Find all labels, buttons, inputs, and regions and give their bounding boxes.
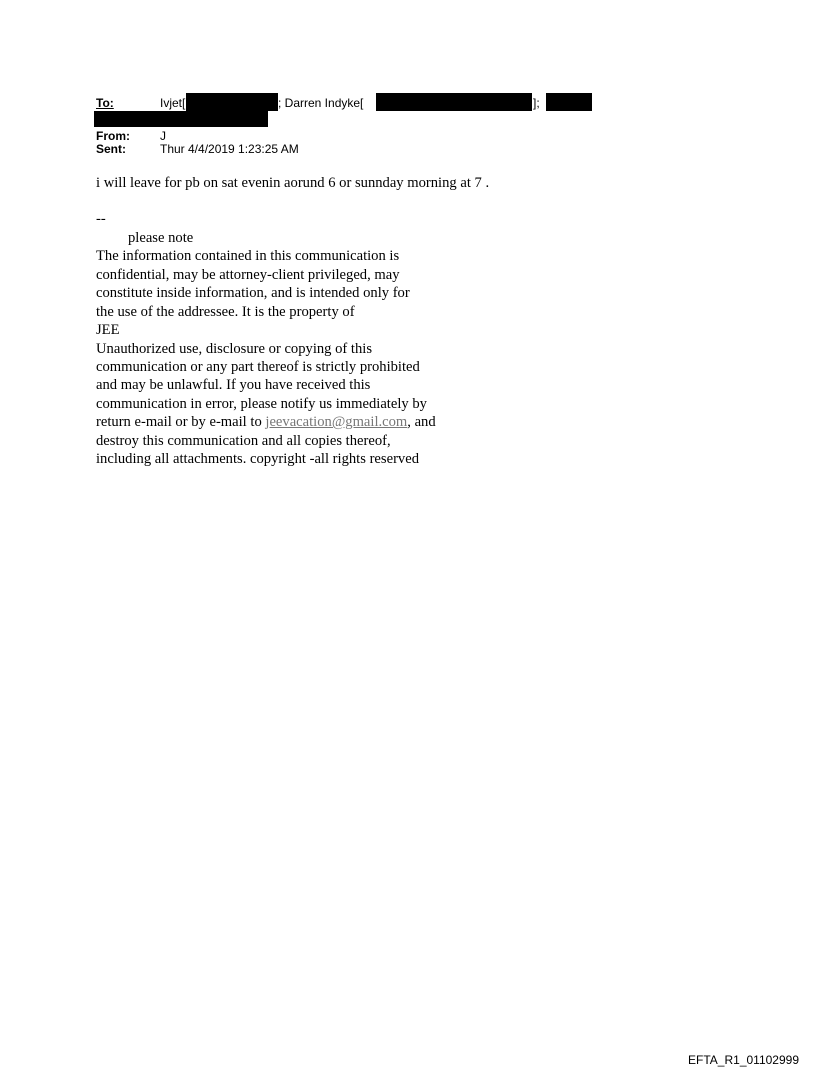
to-recipient-2: ; Darren Indyke[ <box>278 96 364 110</box>
to-separator: ]; <box>533 96 540 110</box>
message-text: i will leave for pb on sat evenin aorund 6 or sunnday morning at 7 . <box>96 175 490 191</box>
disclaimer-line: Unauthorized use, disclosure or copying of this <box>96 341 373 357</box>
redaction-box <box>376 93 532 111</box>
redaction-box <box>186 93 278 111</box>
disclaimer-line: including all attachments. copyright -all rights reserved <box>96 451 419 467</box>
disclaimer-line: communication or any part thereof is strictly prohibited <box>96 359 420 375</box>
from-value: J <box>160 129 166 143</box>
sent-value: Thur 4/4/2019 1:23:25 AM <box>160 142 299 156</box>
disclaimer-line: constitute inside information, and is intended only for <box>96 285 410 301</box>
redaction-box <box>546 93 592 111</box>
from-label: From: <box>96 129 130 143</box>
email-link[interactable]: jeevacation@gmail.com <box>265 414 408 430</box>
document-id: EFTA_R1_01102999 <box>688 1053 799 1067</box>
disclaimer-line: The information contained in this communication is <box>96 248 400 264</box>
disclaimer-line: confidential, may be attorney-client privileged, may <box>96 267 400 283</box>
to-label: To: <box>96 96 114 110</box>
redaction-box <box>94 111 268 127</box>
disclaimer-text: return e-mail or by e-mail to <box>96 414 266 430</box>
disclaimer-line: the use of the addressee. It is the property of <box>96 304 355 320</box>
disclaimer-text: , and <box>407 414 436 430</box>
disclaimer-line: and may be unlawful. If you have received this <box>96 377 371 393</box>
disclaimer-line: destroy this communication and all copies thereof, <box>96 433 391 449</box>
disclaimer-email-line <box>96 413 436 431</box>
signature-dashes: -- <box>96 211 106 227</box>
disclaimer-line: JEE <box>96 322 120 338</box>
sent-label: Sent: <box>96 142 126 156</box>
to-recipient-1: Ivjet[ <box>160 96 186 110</box>
disclaimer-line: communication in error, please notify us immediately by <box>96 396 427 412</box>
please-note: please note <box>128 230 194 246</box>
